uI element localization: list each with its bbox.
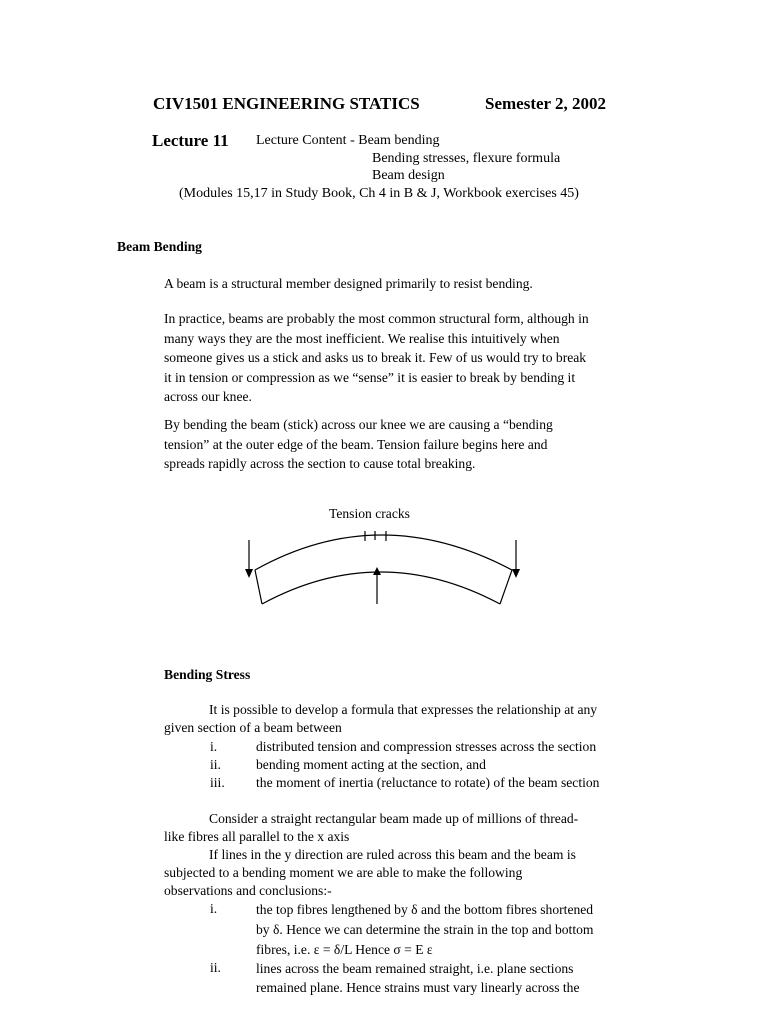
lecture-number: Lecture 11 bbox=[152, 131, 229, 150]
paragraph: If lines in the y direction are ruled across this beam and the beam is subjected to a bending moment we are able to make the following observations and conclusions:- bbox=[164, 847, 576, 898]
beam-left-end bbox=[255, 570, 262, 604]
right-arrowhead bbox=[512, 569, 520, 578]
beam-bottom-edge bbox=[262, 572, 500, 604]
left-arrowhead bbox=[245, 569, 253, 578]
section-heading-bending-stress: Bending Stress bbox=[164, 667, 251, 682]
beam-right-end bbox=[500, 570, 512, 604]
list-item: the top fibres lengthened by δ and the bottom fibres shortened by δ. Hence we can determine the strain in the top and bottom fibres, i.e. ε = δ/L Hence σ = E ε bbox=[256, 902, 594, 957]
paragraph: Consider a straight rectangular beam made up of millions of thread- like fibres all parallel to the x axis bbox=[164, 811, 579, 844]
lecture-content-2: Bending stresses, flexure formula bbox=[372, 151, 561, 166]
figure-label: Tension cracks bbox=[329, 506, 410, 521]
knee-arrowhead bbox=[373, 567, 381, 575]
paragraph: It is possible to develop a formula that expresses the relationship at any given section of a beam between bbox=[164, 702, 598, 735]
lecture-content: Lecture Content - Beam bending bbox=[256, 133, 440, 148]
list-item: bending moment acting at the section, and bbox=[256, 757, 486, 772]
list-item: the moment of inertia (reluctance to rotate) of the beam section bbox=[256, 775, 600, 790]
list-item-number: i. bbox=[210, 901, 218, 916]
list-item-number: ii. bbox=[210, 757, 221, 772]
lecture-content-3: Beam design bbox=[372, 168, 445, 183]
paragraph: By bending the beam (stick) across our knee we are causing a “bending tension” at the outer edge of the beam. Tension failure begins here and spreads rapidly across the section to cause total breaking. bbox=[164, 417, 553, 471]
list-item: lines across the beam remained straight, i.e. plane sections remained plane. Hence strains must vary linearly across the bbox=[256, 961, 580, 995]
list-item: distributed tension and compression stresses across the section bbox=[256, 739, 597, 754]
modules-reference: (Modules 15,17 in Study Book, Ch 4 in B & J, Workbook exercises 45) bbox=[179, 186, 579, 201]
course-title: CIV1501 ENGINEERING STATICS bbox=[153, 94, 420, 113]
beam-top-edge bbox=[255, 535, 512, 570]
paragraph: In practice, beams are probably the most common structural form, although in many ways they are the most inefficient. We realise this intuitively when someone gives us a stick and asks us to break it. Few of us would try to break it in tension or compression as we “sense” it is easier to break by bending it across our knee. bbox=[164, 311, 589, 404]
list-item-number: iii. bbox=[210, 775, 225, 790]
list-item-number: i. bbox=[210, 739, 218, 754]
list-item-number: ii. bbox=[210, 960, 221, 975]
semester: Semester 2, 2002 bbox=[485, 94, 607, 113]
section-heading-beam-bending: Beam Bending bbox=[117, 239, 202, 254]
paragraph: A beam is a structural member designed primarily to resist bending. bbox=[164, 276, 533, 291]
